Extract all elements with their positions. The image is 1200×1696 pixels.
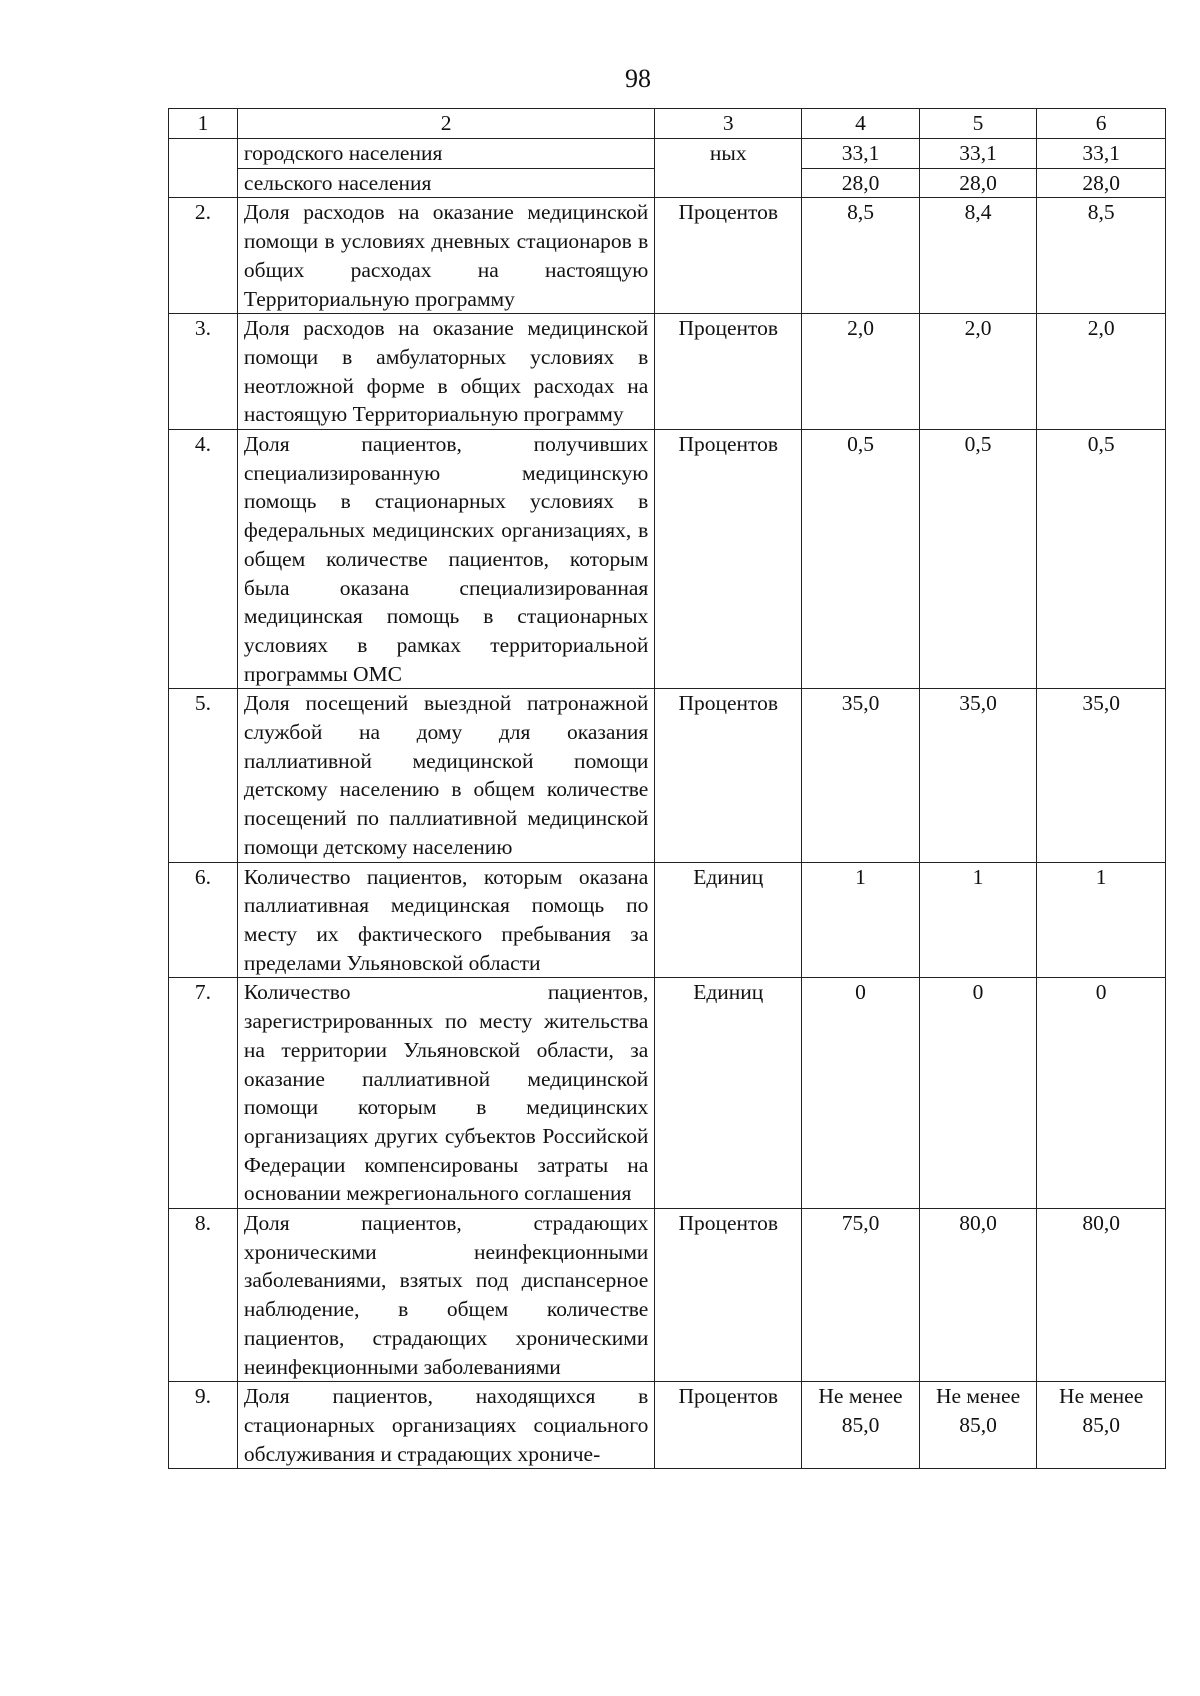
row-text: Количество пациентов, которым оказана паллиативная медицинская помощь по месту их фактического пребывания за пределами Ульяновской области (237, 862, 654, 978)
row-value: 75,0 (802, 1209, 920, 1382)
row-value: 2,0 (802, 314, 920, 430)
row-unit: Процентов (655, 689, 802, 862)
row-value: Не менее 85,0 (802, 1382, 920, 1469)
row-value: 0,5 (802, 430, 920, 689)
row-value: 35,0 (1037, 689, 1166, 862)
row-value: 0 (802, 978, 920, 1209)
header-cell: 5 (919, 109, 1037, 139)
row-value: 8,4 (919, 198, 1037, 314)
row-value: 8,5 (802, 198, 920, 314)
row-value: 0 (919, 978, 1037, 1209)
header-cell: 3 (655, 109, 802, 139)
row-number: 8. (169, 1209, 238, 1382)
row-unit: Единиц (655, 978, 802, 1209)
header-cell: 2 (237, 109, 654, 139)
row-text: Доля пациентов, находящихся в стационарных организациях социального обслуживания и страдающих хрониче- (237, 1382, 654, 1469)
row-value: Не менее 85,0 (919, 1382, 1037, 1469)
row-number: 7. (169, 978, 238, 1209)
row-text: Доля расходов на оказание медицинской помощи в условиях дневных стационаров в общих расходах на настоящую Территориальную программу (237, 198, 654, 314)
row-text: Количество пациентов, зарегистрированных по месту жительства на территории Ульяновской области, за оказание паллиативной медицинской помощи которым в медицинских организациях других субъектов Российской Федерации компенсированы затраты на основании межрегионального соглашения (237, 978, 654, 1209)
row-number: 2. (169, 198, 238, 314)
row-value: 33,1 (1037, 139, 1166, 169)
header-cell: 4 (802, 109, 920, 139)
row-number: 3. (169, 314, 238, 430)
row-number: 4. (169, 430, 238, 689)
table-row (169, 978, 1166, 1209)
row-value: 0 (1037, 978, 1166, 1209)
row-value: Не менее 85,0 (1037, 1382, 1166, 1469)
row-value: 1 (802, 862, 920, 978)
table-row (169, 862, 1166, 978)
row-unit: Процентов (655, 1209, 802, 1382)
row-text: Доля пациентов, получивших специализированную медицинскую помощь в стационарных условиях в федеральных медицинских организациях, в общем количестве пациентов, которым была оказана специализированная медицинская помощь в стационарных условиях в рамках территориальной программы ОМС (237, 430, 654, 689)
row-unit: Процентов (655, 314, 802, 430)
row-value: 2,0 (1037, 314, 1166, 430)
indicators-table (168, 108, 1166, 1469)
table-row (169, 1209, 1166, 1382)
row-number: 5. (169, 689, 238, 862)
row-value: 1 (1037, 862, 1166, 978)
row-unit: Процентов (655, 1382, 802, 1469)
row-text: Доля пациентов, страдающих хроническими неинфекционными заболеваниями, взятых под диспансерное наблюдение, в общем количестве пациентов, страдающих хроническими неинфекционными заболеваниями (237, 1209, 654, 1382)
row-value: 80,0 (919, 1209, 1037, 1382)
row-value: 35,0 (919, 689, 1037, 862)
table-row (169, 1382, 1166, 1469)
row-text: Доля расходов на оказание медицинской помощи в амбулаторных условиях в неотложной форме в общих расходах на настоящую Территориальную программу (237, 314, 654, 430)
row-value: 8,5 (1037, 198, 1166, 314)
header-cell: 1 (169, 109, 238, 139)
row-value: 0,5 (1037, 430, 1166, 689)
row-value: 28,0 (1037, 168, 1166, 198)
row-number-cell (169, 139, 238, 198)
row-value: 28,0 (919, 168, 1037, 198)
row-value: 28,0 (802, 168, 920, 198)
row-label: сельского населения (237, 168, 654, 198)
table-row (169, 139, 1166, 169)
table-row (169, 430, 1166, 689)
row-unit: Процентов (655, 198, 802, 314)
row-value: 33,1 (919, 139, 1037, 169)
row-value: 35,0 (802, 689, 920, 862)
table-row (169, 689, 1166, 862)
row-value: 33,1 (802, 139, 920, 169)
page-number: 98 (625, 64, 651, 93)
table-row (169, 314, 1166, 430)
row-value: 2,0 (919, 314, 1037, 430)
row-unit: Единиц (655, 862, 802, 978)
row-unit: ных (655, 139, 802, 198)
row-unit: Процентов (655, 430, 802, 689)
header-cell: 6 (1037, 109, 1166, 139)
header-row (169, 109, 1166, 139)
row-number: 9. (169, 1382, 238, 1469)
row-value: 1 (919, 862, 1037, 978)
row-text: Доля посещений выездной патронажной службой на дому для оказания паллиативной медицинской помощи детскому населению в общем количестве посещений по паллиативной медицинской помощи детскому населению (237, 689, 654, 862)
row-label: городского населения (237, 139, 654, 169)
row-value: 80,0 (1037, 1209, 1166, 1382)
row-value: 0,5 (919, 430, 1037, 689)
table-row (169, 198, 1166, 314)
row-number: 6. (169, 862, 238, 978)
